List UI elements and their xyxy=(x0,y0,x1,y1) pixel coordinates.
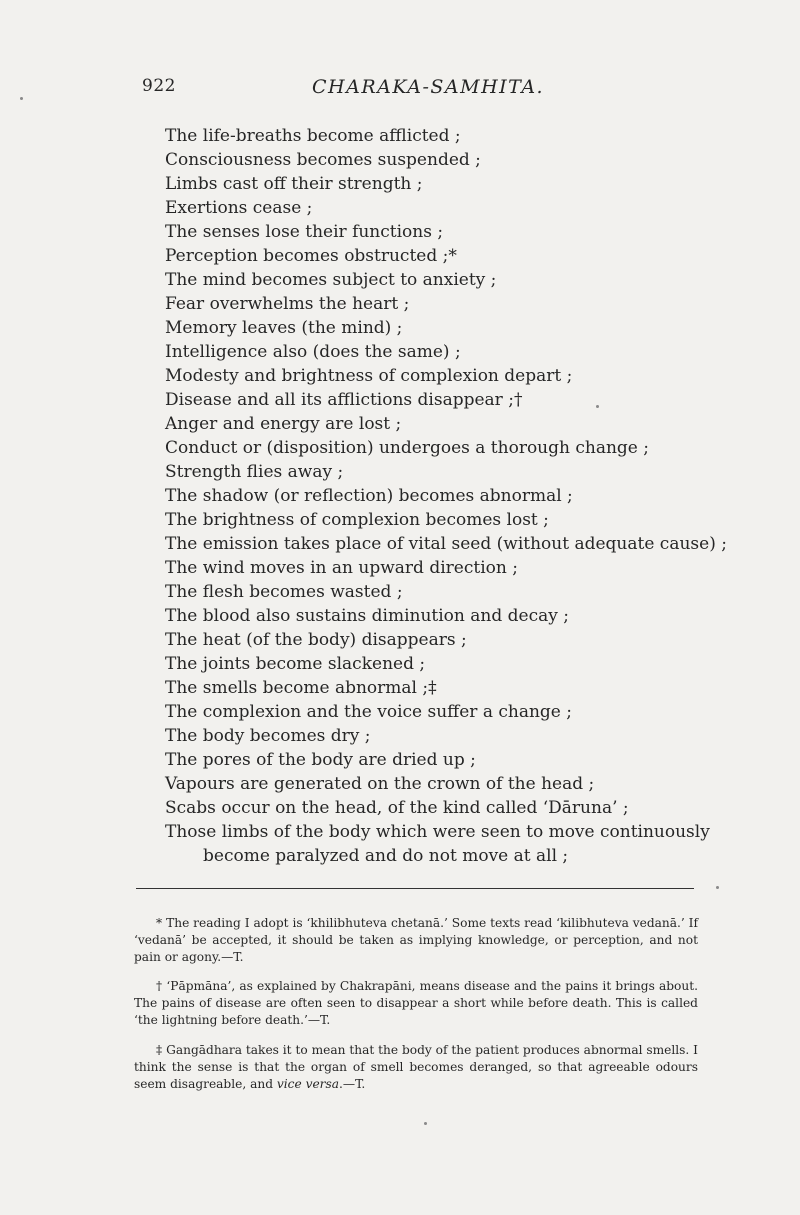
verse-line: The life-breaths become afflicted ; xyxy=(165,126,461,146)
scan-speck xyxy=(424,1122,427,1125)
scan-speck xyxy=(716,886,719,889)
verse-line: Intelligence also (does the same) ; xyxy=(165,342,461,362)
verse-line: Perception becomes obstructed ;* xyxy=(165,246,457,266)
verse-line: Limbs cast off their strength ; xyxy=(165,174,423,194)
scan-speck xyxy=(20,97,23,100)
footnote-italic: vice versa xyxy=(276,1076,340,1091)
verse-line: The blood also sustains diminution and decay ; xyxy=(165,606,569,626)
verse-line: The heat (of the body) disappears ; xyxy=(165,630,467,650)
verse-line: Conduct or (disposition) undergoes a thorough change ; xyxy=(165,438,649,458)
verse-line: The mind becomes subject to anxiety ; xyxy=(165,270,497,290)
verse-line: The shadow (or reflection) becomes abnormal ; xyxy=(165,486,573,506)
verse-line: The smells become abnormal ;‡ xyxy=(165,678,437,698)
verse-line: The emission takes place of vital seed (without adequate cause) ; xyxy=(165,534,727,554)
verse-line: The pores of the body are dried up ; xyxy=(165,750,476,770)
verse-line: Vapours are generated on the crown of the head ; xyxy=(165,774,595,794)
verse-line: Anger and energy are lost ; xyxy=(165,414,402,434)
footnote-mark: ‡ xyxy=(156,1042,163,1057)
footnote-text: Gangādhara takes it to mean that the body of the patient produces abnormal smells. I think the sense is that the organ of smell becomes deranged, so that agreeable odours seem disagreable, and xyxy=(134,1042,698,1091)
verse-line: The flesh becomes wasted ; xyxy=(165,582,403,602)
footnote xyxy=(134,915,698,966)
verse-line: Disease and all its afflictions disappear ;† xyxy=(165,390,523,410)
verse-line: The wind moves in an upward direction ; xyxy=(165,558,518,578)
verse-line: Scabs occur on the head, of the kind called ‘Dāruna’ ; xyxy=(165,798,629,818)
page-number: 922 xyxy=(142,76,176,96)
footnote-text: ‘Pāpmāna’, as explained by Chakrapāni, means disease and the pains it brings about. The pains of disease are often seen to disappear a short while before death. This is called ‘the lightning before death.’—T. xyxy=(134,979,699,1028)
footnote-divider xyxy=(136,888,694,889)
footnote xyxy=(134,1042,698,1093)
footnote-mark: † xyxy=(156,979,163,994)
verse-line: The brightness of complexion becomes lost ; xyxy=(165,510,549,530)
verse-line-continued: become paralyzed and do not move at all ; xyxy=(203,846,569,866)
verse-line: The senses lose their functions ; xyxy=(165,222,444,242)
scan-speck xyxy=(596,405,599,408)
verse-line: Consciousness becomes suspended ; xyxy=(165,150,481,170)
footnote xyxy=(134,978,698,1029)
verse-block xyxy=(165,124,765,868)
verse-line: Fear overwhelms the heart ; xyxy=(165,294,410,314)
footnote-end: .—T. xyxy=(339,1076,366,1091)
footnote-text: The reading I adopt is ‘khilibhuteva chetanā.’ Some texts read ‘kilibhuteva vedanā.’ If ‘vedanā’ be accepted, it should be taken as implying knowledge, or perception, and not pain or agony.—T. xyxy=(134,916,698,965)
footnotes xyxy=(134,903,698,1102)
verse-line: The joints become slackened ; xyxy=(165,654,426,674)
verse-line: Exertions cease ; xyxy=(165,198,313,218)
verse-line: Strength flies away ; xyxy=(165,462,344,482)
running-title: CHARAKA-SAMHITA. xyxy=(312,76,545,98)
verse-line: The body becomes dry ; xyxy=(165,726,371,746)
page-header xyxy=(142,76,702,102)
verse-line: Modesty and brightness of complexion depart ; xyxy=(165,366,573,386)
verse-line: Those limbs of the body which were seen to move continuously xyxy=(165,822,710,842)
footnote-mark: * xyxy=(156,916,163,931)
verse-line: Memory leaves (the mind) ; xyxy=(165,318,403,338)
verse-line: The complexion and the voice suffer a change ; xyxy=(165,702,573,722)
